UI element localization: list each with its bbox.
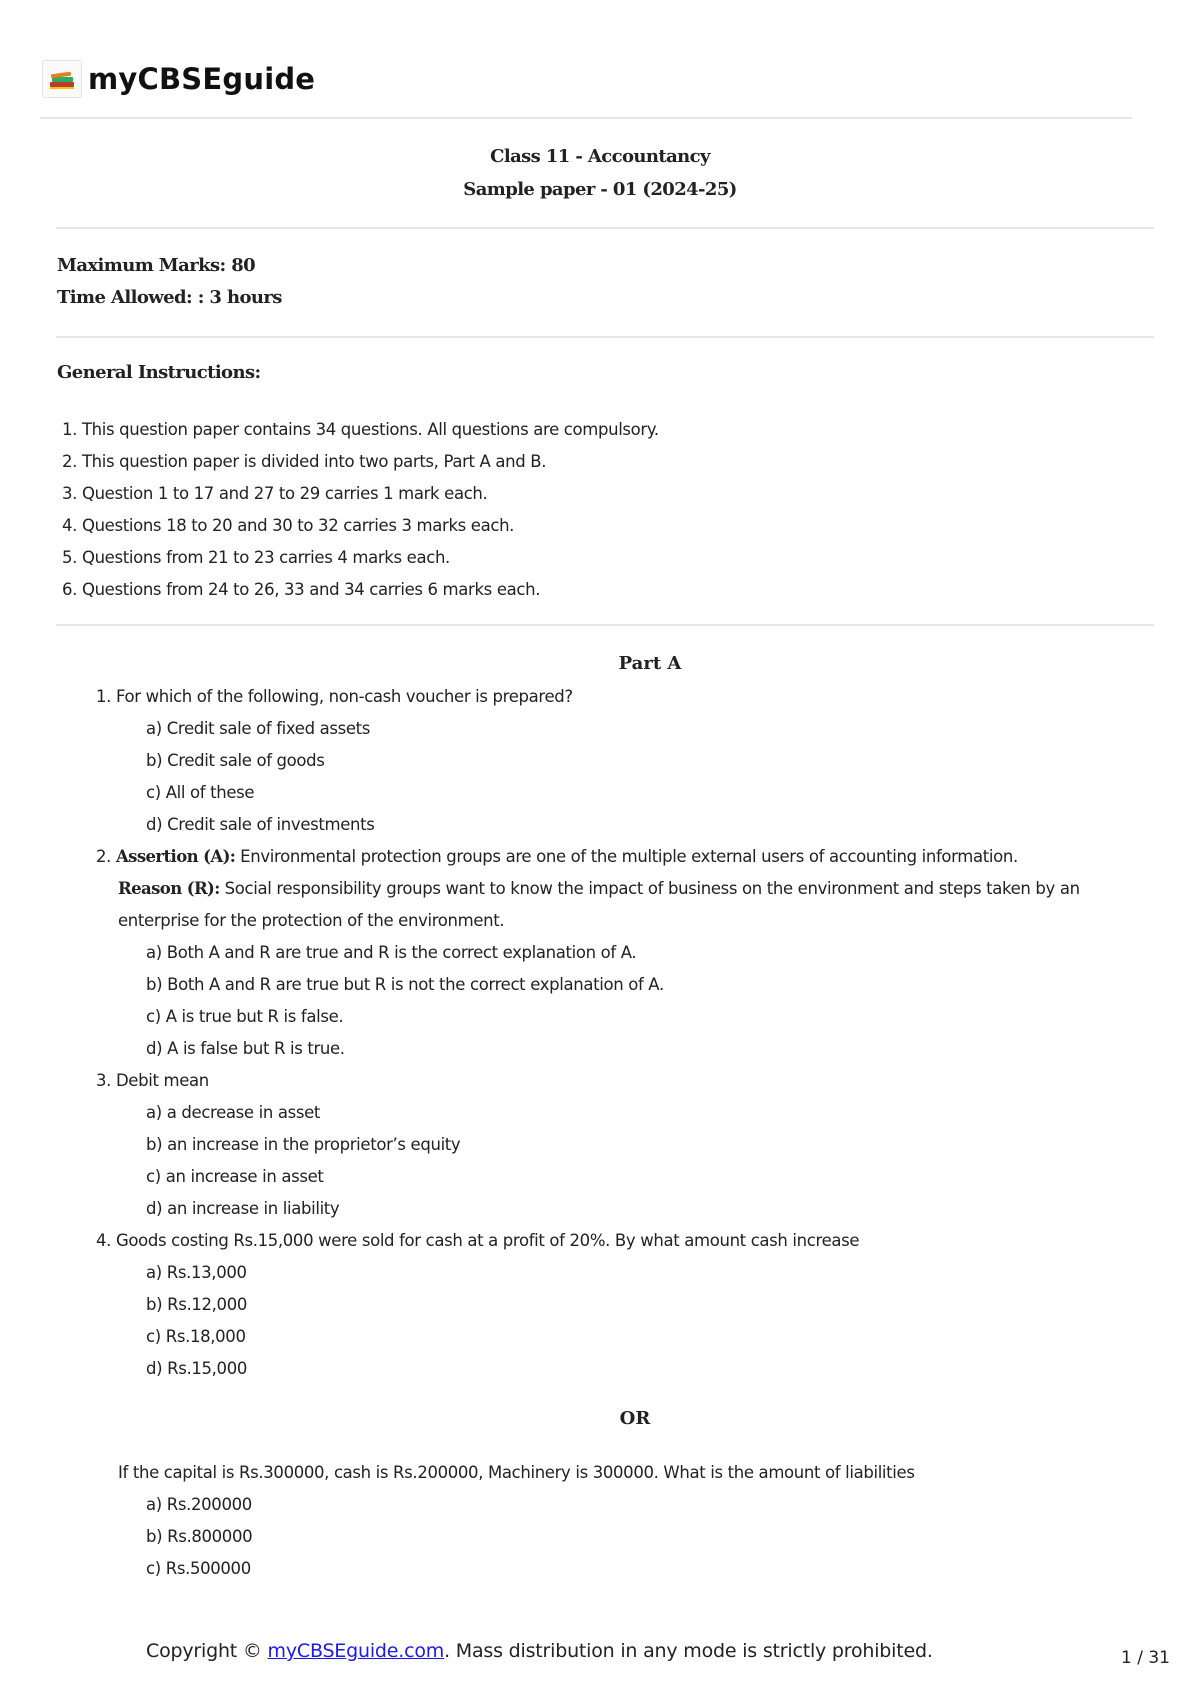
option: a) Rs.13,000 bbox=[146, 1263, 247, 1282]
books-stack-icon bbox=[42, 60, 82, 98]
max-marks: Maximum Marks: 80 bbox=[57, 255, 256, 276]
page-number: 1 / 31 bbox=[1121, 1648, 1170, 1668]
instruction-item: 6. Questions from 24 to 26, 33 and 34 carries 6 marks each. bbox=[62, 580, 541, 599]
instruction-item: 3. Question 1 to 17 and 27 to 29 carries 1 mark each. bbox=[62, 484, 488, 503]
question-2 bbox=[96, 841, 1080, 873]
option: b) Credit sale of goods bbox=[146, 751, 325, 770]
or-separator: OR bbox=[619, 1408, 651, 1429]
copyright-prefix: Copyright © bbox=[146, 1640, 268, 1662]
option: a) a decrease in asset bbox=[146, 1103, 321, 1122]
option: c) Rs.18,000 bbox=[146, 1327, 246, 1346]
option: c) Rs.500000 bbox=[146, 1559, 251, 1578]
option: d) Rs.15,000 bbox=[146, 1359, 247, 1378]
instructions-list bbox=[62, 414, 659, 606]
paper-subtitle: Sample paper - 01 (2024-25) bbox=[463, 179, 737, 200]
meta-divider bbox=[56, 336, 1154, 338]
option: b) Rs.12,000 bbox=[146, 1295, 247, 1314]
general-instructions-heading: General Instructions: bbox=[57, 362, 261, 383]
question-number: 2. bbox=[96, 847, 112, 866]
copyright-suffix: . Mass distribution in any mode is strictly prohibited. bbox=[444, 1640, 933, 1662]
question-number: 3. bbox=[96, 1071, 112, 1090]
question-1 bbox=[96, 681, 1080, 713]
question-text: For which of the following, non-cash voucher is prepared? bbox=[115, 687, 573, 706]
option: d) A is false but R is true. bbox=[146, 1039, 345, 1058]
instruction-item: 1. This question paper contains 34 questions. All questions are compulsory. bbox=[62, 420, 659, 439]
option: d) an increase in liability bbox=[146, 1199, 340, 1218]
reason-label: Reason (R): bbox=[118, 879, 220, 898]
alternate-question bbox=[96, 1457, 915, 1585]
question-number: 1. bbox=[96, 687, 112, 706]
option: c) A is true but R is false. bbox=[146, 1007, 344, 1026]
questions-section bbox=[96, 681, 1080, 1385]
reason-line bbox=[96, 873, 1080, 905]
assertion-text: Environmental protection groups are one of the multiple external users of accounting information. bbox=[235, 847, 1018, 866]
option: a) Rs.200000 bbox=[146, 1495, 252, 1514]
copyright-footer bbox=[146, 1640, 933, 1662]
instructions-divider bbox=[56, 624, 1154, 626]
instruction-item: 2. This question paper is divided into two parts, Part A and B. bbox=[62, 452, 547, 471]
assertion-label: Assertion (A): bbox=[115, 847, 236, 866]
option: b) Both A and R are true but R is not the correct explanation of A. bbox=[146, 975, 664, 994]
time-allowed: Time Allowed: : 3 hours bbox=[57, 287, 282, 308]
question-3 bbox=[96, 1065, 1080, 1097]
alternate-question-text: If the capital is Rs.300000, cash is Rs.200000, Machinery is 300000. What is the amount of liabilities bbox=[118, 1463, 915, 1482]
header-divider bbox=[40, 117, 1132, 119]
site-link[interactable]: myCBSEguide.com bbox=[267, 1640, 445, 1662]
option: d) Credit sale of investments bbox=[146, 815, 375, 834]
option: a) Credit sale of fixed assets bbox=[146, 719, 371, 738]
option: c) All of these bbox=[146, 783, 255, 802]
question-text: Debit mean bbox=[115, 1071, 209, 1090]
title-divider bbox=[56, 227, 1154, 229]
option: b) an increase in the proprietor’s equity bbox=[146, 1135, 461, 1154]
option: a) Both A and R are true and R is the correct explanation of A. bbox=[146, 943, 637, 962]
question-number: 4. bbox=[96, 1231, 112, 1250]
question-4 bbox=[96, 1225, 1080, 1257]
option: b) Rs.800000 bbox=[146, 1527, 253, 1546]
part-a-heading: Part A bbox=[618, 653, 682, 674]
reason-text: Social responsibility groups want to know the impact of business on the environment and steps taken by an bbox=[219, 879, 1080, 898]
paper-title: Class 11 - Accountancy bbox=[490, 146, 710, 167]
brand-logo bbox=[42, 60, 315, 98]
instruction-item: 5. Questions from 21 to 23 carries 4 marks each. bbox=[62, 548, 450, 567]
brand-name: myCBSEguide bbox=[88, 62, 316, 96]
option: c) an increase in asset bbox=[146, 1167, 324, 1186]
instruction-item: 4. Questions 18 to 20 and 30 to 32 carries 3 marks each. bbox=[62, 516, 515, 535]
reason-text-continued: enterprise for the protection of the environment. bbox=[118, 911, 505, 930]
question-text: Goods costing Rs.15,000 were sold for cash at a profit of 20%. By what amount cash increase bbox=[115, 1231, 860, 1250]
